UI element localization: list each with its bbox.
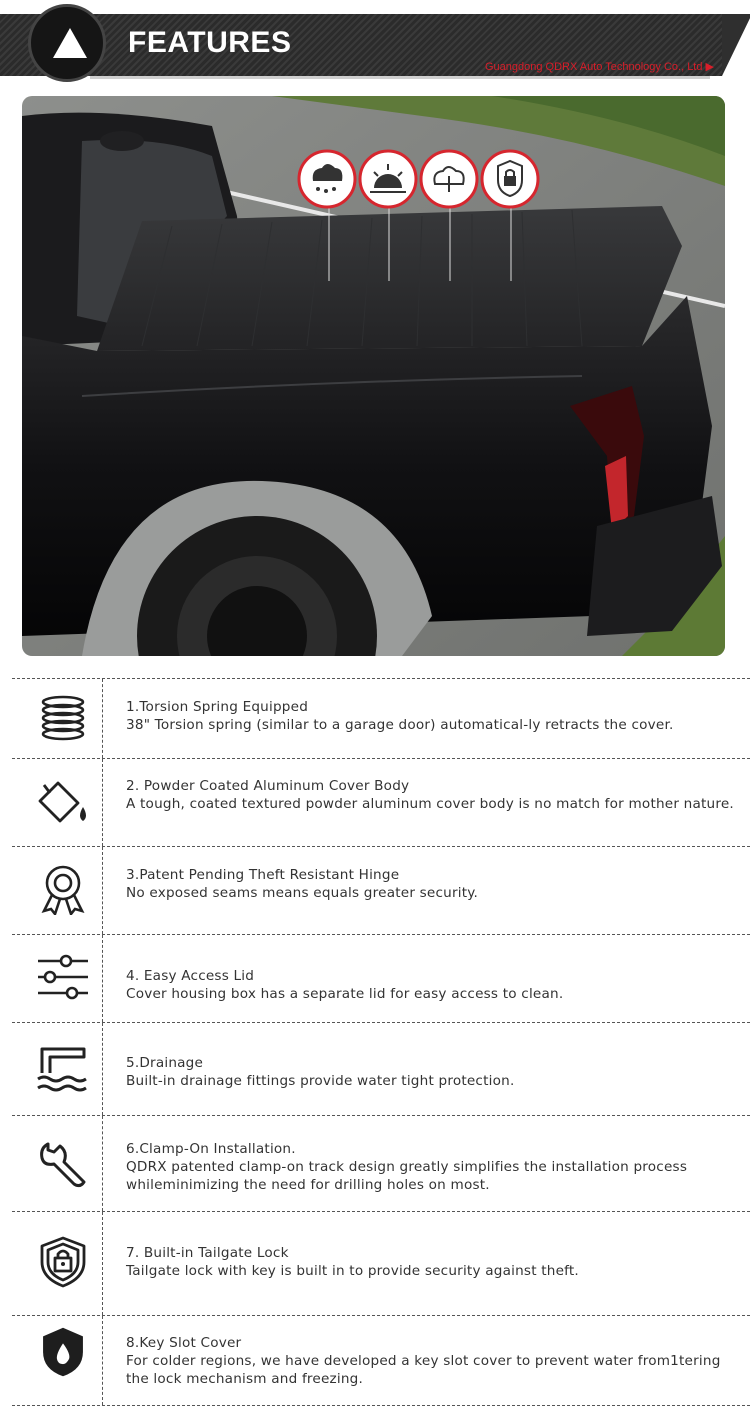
feature-row-torsion-spring xyxy=(12,678,750,759)
feature-title: 5.Drainage xyxy=(126,1055,204,1071)
feature-row-clamp-on-installation xyxy=(12,1116,750,1212)
logo-triangle-icon xyxy=(28,4,106,82)
feature-description: No exposed seams means equals greater security. xyxy=(126,885,479,901)
feature-description: 38" Torsion spring (similar to a garage door) automatical-ly retracts the cover. xyxy=(126,717,674,733)
cloud-snow-icon xyxy=(299,151,355,207)
feature-title: 7. Built-in Tailgate Lock xyxy=(126,1245,289,1261)
wrench-icon xyxy=(34,1138,92,1190)
feature-description: Cover housing box has a separate lid for easy access to clean. xyxy=(126,986,564,1002)
feature-row-powder-coated xyxy=(12,759,750,847)
feature-row-theft-resistant-hinge xyxy=(12,847,750,935)
feature-description: A tough, coated textured powder aluminum cover body is no match for mother nature. xyxy=(126,796,734,812)
feature-row-easy-access-lid xyxy=(12,935,750,1023)
feature-description-line-2: the lock mechanism and freezing. xyxy=(126,1371,364,1387)
page-header xyxy=(0,0,750,95)
cloud-rain-icon xyxy=(421,151,477,207)
product-photo xyxy=(22,96,725,656)
feature-title: 4. Easy Access Lid xyxy=(126,968,255,984)
features-list xyxy=(12,678,750,1406)
torsion-spring-icon xyxy=(34,693,92,745)
feature-description: For colder regions, we have developed a key slot cover to prevent water from1tering xyxy=(126,1353,721,1369)
feature-row-tailgate-lock xyxy=(12,1212,750,1316)
feature-row-drainage xyxy=(12,1023,750,1116)
feature-title: 6.Clamp-On Installation. xyxy=(126,1141,296,1157)
sliders-icon xyxy=(34,951,92,1003)
page-title: FEATURES xyxy=(128,26,292,59)
sun-icon xyxy=(360,151,416,207)
drain-water-icon xyxy=(34,1043,92,1095)
feature-row-key-slot-cover xyxy=(12,1316,750,1406)
feature-description: Built-in drainage fittings provide water tight protection. xyxy=(126,1073,515,1089)
feature-title: 8.Key Slot Cover xyxy=(126,1335,242,1351)
feature-description: Tailgate lock with key is built in to provide security against theft. xyxy=(126,1263,579,1279)
feature-title: 3.Patent Pending Theft Resistant Hinge xyxy=(126,867,400,883)
feature-title: 2. Powder Coated Aluminum Cover Body xyxy=(126,778,410,794)
award-badge-icon xyxy=(34,863,92,915)
paint-bucket-icon xyxy=(34,775,92,827)
feature-description: QDRX patented clamp-on track design greatly simplifies the installation process xyxy=(126,1159,688,1175)
company-name: Guangdong QDRX Auto Technology Co., Ltd ▶ xyxy=(484,61,714,73)
lock-shield-icon xyxy=(482,151,538,207)
header-underline xyxy=(90,76,710,79)
water-drop-shield-icon xyxy=(34,1326,92,1378)
feature-description-line-2: whileminimizing the need for drilling holes on most. xyxy=(126,1177,490,1193)
shield-lock-icon xyxy=(34,1236,92,1288)
feature-title: 1.Torsion Spring Equipped xyxy=(126,699,309,715)
